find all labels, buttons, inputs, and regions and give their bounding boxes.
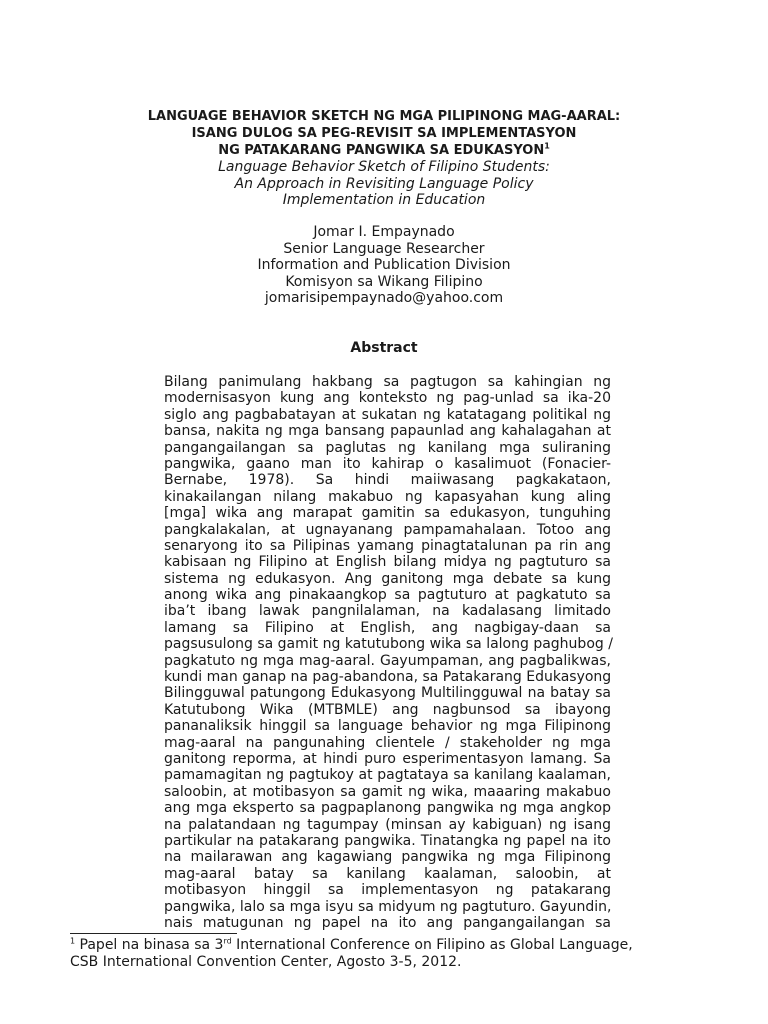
- abstract-line: pananaliksik hinggil sa language behavior ng mga Filipinong: [164, 718, 611, 735]
- abstract-line: bansa, nakita ng mga bansang papaunlad ang kahalagahan at: [164, 423, 611, 440]
- title-line: [0, 142, 768, 159]
- footnote-text: International Conference on Filipino as Global Language,: [231, 937, 633, 954]
- footnote: [70, 937, 750, 971]
- abstract-line: na mailarawan ang kagawiang pangwika ng mga Filipinong: [164, 849, 611, 866]
- abstract-line: pangkalakalan, at ugnayanang pampamahalaan. Totoo ang: [164, 521, 611, 538]
- abstract-line: anong wika ang pinakaangkop sa pagtuturo at pagkatuto sa: [164, 587, 611, 604]
- abstract-line: Bilang panimulang hakbang sa pagtugon sa kahingian ng: [164, 374, 611, 390]
- abstract-line: lamang sa Filipino at English, ang nagbigay-daan sa: [164, 619, 611, 636]
- footnote-number: 1: [70, 936, 76, 946]
- abstract-line: ganitong reporma, at hindi puro esperimentasyon lamang. Sa: [164, 750, 611, 767]
- body-flow: [0, 374, 768, 971]
- author-organization: Komisyon sa Wikang Filipino: [285, 273, 483, 290]
- abstract-line: saloobin, at motibasyon sa gamit ng wika, maaaring makabuo: [164, 783, 611, 800]
- abstract-line: iba’t ibang lawak pangnilalaman, na kadalasang limitado: [164, 603, 611, 620]
- abstract-line: Katutubong Wika (MTBMLE) ang nagbunsod sa ibayong: [164, 701, 611, 718]
- footnote-marker[interactable]: 1: [544, 141, 550, 151]
- abstract-line: [mga] wika ang marapat gamitin sa edukasyon, tunguhing: [164, 505, 611, 522]
- abstract-line: pagkatuto ng mga mag-aaral. Gayumpaman, ang pagbalikwas,: [164, 652, 611, 669]
- abstract-line: Bilingguwal patungong Edukasyong Multilingguwal na batay sa: [164, 685, 611, 702]
- title-line: ISANG DULOG SA PEG-REVISIT SA IMPLEMENTASYON: [191, 126, 577, 141]
- abstract-line: pangwika, lalo sa mga isyu sa midyum ng pagtuturo. Gayundin,: [164, 898, 612, 915]
- author-position: Senior Language Researcher: [283, 240, 485, 257]
- abstract-line: Bernabe, 1978). Sa hindi maiiwasang pagkakataon,: [164, 472, 611, 489]
- abstract-body: [164, 374, 611, 931]
- author-email[interactable]: jomarisipempaynado@yahoo.com: [264, 290, 504, 306]
- abstract-line: na palatandaan ng tagumpay (minsan ay kabiguan) ng isang: [164, 816, 611, 833]
- abstract-line: kabisaan ng Filipino at English bilang midya ng pagtuturo sa: [164, 554, 611, 571]
- abstract-line: pagsusulong sa gamit ng katutubong wika sa lalong paghubog /: [164, 636, 613, 653]
- title-line-text: NG PATAKARANG PANGWIKA SA EDUKASYON: [218, 143, 545, 158]
- abstract-line: pangwika, gaano man ito kahirap o kasalimuot (Fonacier-: [164, 455, 611, 472]
- abstract-line: kinakailangan nilang makabuo ng kapasyahan kung aling: [164, 488, 611, 505]
- abstract-line: senaryong ito sa Pilipinas yamang pinagtatalunan pa rin ang: [164, 537, 611, 554]
- title-line: LANGUAGE BEHAVIOR SKETCH NG MGA PILIPINONG MAG-AARAL:: [147, 109, 621, 124]
- footnote-line-2: CSB International Convention Center, Agosto 3-5, 2012.: [70, 954, 462, 971]
- english-title-line: An Approach in Revisiting Language Policy: [234, 175, 534, 192]
- abstract-line: pamamagitan ng pagtukoy at pagtataya sa kanilang kaalaman,: [164, 767, 611, 784]
- footnote-text: Papel na binasa sa 3: [75, 937, 224, 954]
- abstract-line: mag-aaral na pangunahing clientele / stakeholder ng mga: [164, 734, 611, 751]
- abstract-line: motibasyon hinggil sa implementasyon ng patakarang: [164, 882, 611, 899]
- abstract-heading: Abstract: [350, 340, 418, 356]
- abstract-line: pangangailangan sa paglutas ng kanilang mga suliraning: [164, 439, 611, 456]
- ordinal-suffix: rd: [223, 936, 232, 946]
- paper-title: [0, 108, 768, 159]
- abstract-line: partikular na patakarang pangwika. Tinatangka ng papel na ito: [164, 832, 611, 849]
- author-division: Information and Publication Division: [257, 257, 511, 273]
- author-name: Jomar I. Empaynado: [313, 224, 455, 240]
- abstract-line: mag-aaral batay sa kanilang kaalaman, saloobin, at: [164, 865, 611, 882]
- abstract-line: kundi man ganap na pag-abandona, sa Patakarang Edukasyong: [164, 669, 612, 686]
- abstract-line: ang mga eksperto sa pagpaplanong pangwika ng mga angkop: [164, 800, 611, 817]
- abstract-line: nais matugunan ng papel na ito ang pangangailangan sa: [164, 914, 611, 931]
- abstract-line: siglo ang pagbabatayan at sukatan ng katatagang politikal ng: [164, 406, 611, 423]
- abstract-line: modernisasyon kung ang konteksto ng pag-unlad sa ika-20: [164, 390, 611, 407]
- abstract-line: sistema ng edukasyon. Ang ganitong mga debate sa kung: [164, 570, 611, 587]
- english-title-line: Implementation in Education: [282, 192, 486, 208]
- footnote-divider: [70, 933, 237, 934]
- english-title: [0, 159, 768, 209]
- author-block: [0, 224, 768, 307]
- footnote-line-1: [70, 937, 750, 954]
- english-title-line: Language Behavior Sketch of Filipino Students:: [218, 159, 550, 175]
